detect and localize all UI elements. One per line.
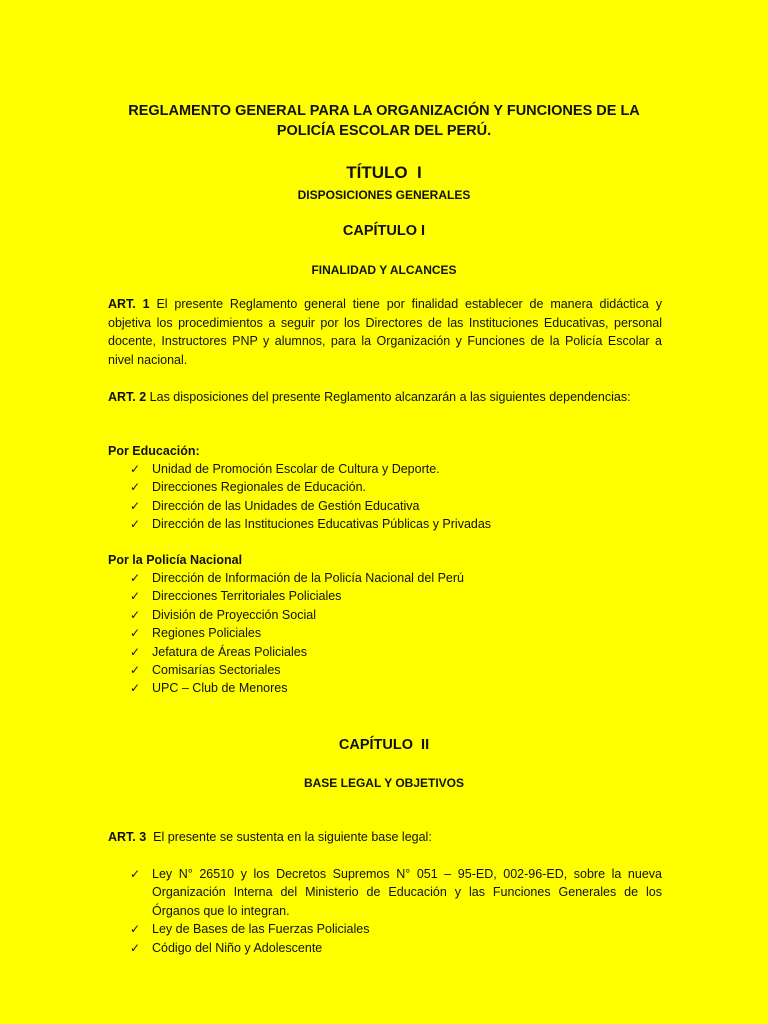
educacion-label: Por Educación: <box>108 444 200 458</box>
base-legal-list <box>130 865 662 957</box>
checkmark-icon: ✓ <box>130 607 141 622</box>
titulo-heading: TÍTULO I <box>346 163 422 182</box>
checkmark-icon: ✓ <box>130 663 141 678</box>
checkmark-icon: ✓ <box>130 681 141 696</box>
checkmark-icon: ✓ <box>130 940 141 955</box>
list-item: ✓ División de Proyección Social <box>130 606 670 624</box>
educacion-list <box>130 460 670 534</box>
checkmark-icon: ✓ <box>130 462 141 476</box>
document-title-line-1: REGLAMENTO GENERAL PARA LA ORGANIZACIÓN Y FUNCIONES DE LA <box>128 103 640 119</box>
list-item: ✓ UPC – Club de Menores <box>130 679 670 697</box>
list-item: ✓ Regiones Policiales <box>130 624 670 642</box>
list-item: ✓ Direcciones Territoriales Policiales <box>130 587 670 605</box>
checkmark-icon: ✓ <box>130 480 141 495</box>
list-item: ✓ Comisarías Sectoriales <box>130 661 670 679</box>
document-title <box>90 101 678 141</box>
checkmark-icon: ✓ <box>130 517 141 532</box>
article-1-text: El presente Reglamento general tiene por finalidad establecer de manera didáctica y objetiva los procedimientos a seguir por los Directores de las Instituciones Educativas, personal docente, Instructores PNP y alumnos, para la Organización y Funciones de la Policía Escolar a nivel nacional. <box>108 297 662 367</box>
capitulo-2-subheading: BASE LEGAL Y OBJETIVOS <box>303 776 465 790</box>
article-3-label: ART. 3 <box>108 830 147 844</box>
list-item: ✓ Código del Niño y Adolescente <box>130 939 662 957</box>
checkmark-icon: ✓ <box>130 571 141 585</box>
policia-list <box>130 569 670 698</box>
checkmark-icon: ✓ <box>130 626 141 641</box>
capitulo-2-heading: CAPÍTULO II <box>338 737 430 753</box>
article-2-text: Las disposiciones del presente Reglamento alcanzarán a las siguientes dependencias: <box>146 390 631 404</box>
checkmark-icon: ✓ <box>130 867 141 881</box>
list-item: ✓ Ley N° 26510 y los Decretos Supremos N° 051 – 95-ED, 002-96-ED, sobre la nueva Organización Interna del Ministerio de Educación y las Funciones Generales de los Órganos que lo integran. <box>130 867 662 918</box>
article-2 <box>108 388 662 407</box>
article-2-label: ART. 2 <box>108 390 147 404</box>
article-3 <box>108 828 662 847</box>
article-3-text: El presente se sustenta en la siguiente base legal: <box>146 830 432 844</box>
list-item: ✓ Dirección de Información de la Policía Nacional del Perú <box>130 569 670 587</box>
capitulo-1-heading: CAPÍTULO I <box>342 223 426 239</box>
list-item: ✓ Ley de Bases de las Fuerzas Policiales <box>130 920 662 938</box>
document-title-line-2: POLICÍA ESCOLAR DEL PERÚ. <box>276 123 492 139</box>
list-item: ✓ Dirección de las Unidades de Gestión Educativa <box>130 497 670 515</box>
list-item: ✓ Unidad de Promoción Escolar de Cultura y Deporte. <box>130 460 670 478</box>
list-item: ✓ Dirección de las Instituciones Educativas Públicas y Privadas <box>130 515 670 533</box>
checkmark-icon: ✓ <box>130 589 141 604</box>
article-1 <box>108 295 662 369</box>
list-item: ✓ Direcciones Regionales de Educación. <box>130 478 670 496</box>
policia-label: Por la Policía Nacional <box>108 553 243 567</box>
checkmark-icon: ✓ <box>130 922 141 937</box>
checkmark-icon: ✓ <box>130 644 141 659</box>
capitulo-1-subheading: FINALIDAD Y ALCANCES <box>311 263 457 277</box>
checkmark-icon: ✓ <box>130 498 141 513</box>
article-1-label: ART. 1 <box>108 297 150 311</box>
disposiciones-heading: DISPOSICIONES GENERALES <box>297 188 471 202</box>
list-item: ✓ Jefatura de Áreas Policiales <box>130 643 670 661</box>
